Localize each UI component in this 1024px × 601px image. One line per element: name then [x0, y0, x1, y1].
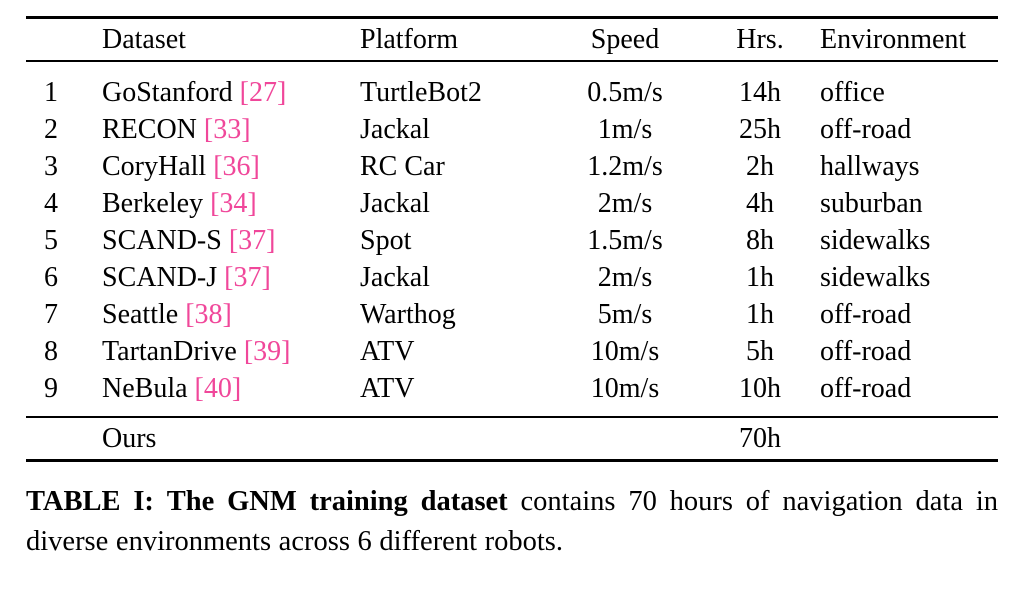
- row-hrs: 10h: [739, 373, 781, 405]
- citation-link[interactable]: [39]: [243, 336, 291, 368]
- row-environment: off-road: [820, 114, 912, 146]
- row-environment: office: [820, 77, 885, 109]
- column-header-platform: Platform: [360, 24, 458, 55]
- row-dataset: [102, 74, 360, 111]
- caption-body: contains 70 hours of navigation data in diverse environments across 6 different robots.: [26, 486, 998, 557]
- column-header-hrs: Hrs.: [736, 24, 784, 55]
- caption-label: TABLE I:: [26, 486, 154, 518]
- table-total-row: [26, 420, 998, 457]
- row-speed: 2m/s: [597, 262, 653, 294]
- table-row: [26, 74, 998, 111]
- citation-link[interactable]: [38]: [185, 299, 232, 331]
- row-environment: hallways: [820, 151, 920, 183]
- row-environment: off-road: [820, 299, 912, 331]
- row-environment: off-road: [820, 373, 912, 405]
- row-platform: ATV: [360, 373, 415, 405]
- row-dataset: [102, 185, 360, 222]
- row-hrs: 1h: [746, 262, 774, 294]
- column-header-speed: Speed: [590, 24, 660, 55]
- row-speed: 0.5m/s: [587, 77, 663, 109]
- row-platform: Jackal: [360, 188, 430, 220]
- dataset-name: CoryHall: [102, 151, 207, 183]
- row-hrs: 4h: [746, 188, 774, 220]
- row-platform: TurtleBot2: [360, 77, 482, 109]
- citation-link[interactable]: [37]: [224, 262, 271, 294]
- row-speed: 2m/s: [597, 188, 653, 220]
- row-speed: 1.2m/s: [587, 151, 663, 183]
- table-row: [26, 333, 998, 370]
- table-header-row: [26, 21, 998, 58]
- dataset-name: NeBula: [102, 373, 188, 405]
- row-platform: RC Car: [360, 151, 445, 183]
- row-dataset: [102, 259, 360, 296]
- table-caption: [26, 482, 998, 561]
- table-bottom-rule: [26, 457, 998, 464]
- row-index: 3: [44, 151, 58, 183]
- column-header-index: [26, 21, 102, 58]
- dataset-name: RECON: [102, 114, 197, 146]
- row-environment: suburban: [820, 188, 923, 220]
- row-platform: Warthog: [360, 299, 456, 331]
- row-hrs: 8h: [746, 225, 774, 257]
- table-row: [26, 111, 998, 148]
- total-row-speed: [550, 420, 700, 457]
- row-dataset: [102, 111, 360, 148]
- citation-link[interactable]: [36]: [213, 151, 260, 183]
- row-index: 2: [44, 114, 58, 146]
- table-row: [26, 222, 998, 259]
- row-hrs: 5h: [746, 336, 774, 368]
- row-index: 9: [44, 373, 58, 405]
- citation-link[interactable]: [40]: [194, 373, 242, 405]
- dataset-name: SCAND-J: [102, 262, 218, 294]
- row-hrs: 14h: [739, 77, 781, 109]
- table-row: [26, 370, 998, 407]
- citation-link[interactable]: [27]: [239, 77, 287, 109]
- row-dataset: [102, 296, 360, 333]
- row-speed: 5m/s: [597, 299, 653, 331]
- table-row: [26, 259, 998, 296]
- row-index: 4: [44, 188, 58, 220]
- row-hrs: 2h: [746, 151, 774, 183]
- row-index: 7: [44, 299, 58, 331]
- row-speed: 1m/s: [597, 114, 653, 146]
- row-hrs: 1h: [746, 299, 774, 331]
- total-row-environment: [820, 420, 998, 457]
- header-spacer: [26, 64, 998, 74]
- table-row: [26, 185, 998, 222]
- row-index: 8: [44, 336, 58, 368]
- row-dataset: [102, 222, 360, 259]
- row-platform: ATV: [360, 336, 415, 368]
- dataset-name: TartanDrive: [102, 336, 237, 368]
- citation-link[interactable]: [37]: [228, 225, 276, 257]
- row-index: 1: [44, 77, 58, 109]
- row-dataset: [102, 370, 360, 407]
- total-row-platform: [360, 420, 550, 457]
- pre-total-spacer: [26, 407, 998, 414]
- total-row-dataset: Ours: [102, 423, 157, 455]
- citation-link[interactable]: [34]: [210, 188, 257, 220]
- row-index: 5: [44, 225, 58, 257]
- row-environment: off-road: [820, 336, 912, 368]
- caption-bold-title: The GNM training dataset: [166, 486, 508, 518]
- citation-link[interactable]: [33]: [203, 114, 251, 146]
- row-speed: 10m/s: [590, 336, 660, 368]
- table-row: [26, 296, 998, 333]
- row-speed: 1.5m/s: [587, 225, 663, 257]
- total-row-index: [26, 420, 102, 457]
- row-dataset: [102, 148, 360, 185]
- row-speed: 10m/s: [590, 373, 660, 405]
- row-platform: Jackal: [360, 262, 430, 294]
- total-row-hrs: 70h: [739, 423, 781, 455]
- column-header-dataset: Dataset: [102, 24, 186, 55]
- row-environment: sidewalks: [820, 225, 931, 257]
- dataset-table: [26, 14, 998, 464]
- row-index: 6: [44, 262, 58, 294]
- row-environment: sidewalks: [820, 262, 931, 294]
- dataset-name: SCAND-S: [102, 225, 222, 257]
- dataset-name: Berkeley: [102, 188, 204, 220]
- table-container: [26, 14, 998, 464]
- row-dataset: [102, 333, 360, 370]
- dataset-name: GoStanford: [102, 77, 233, 109]
- row-hrs: 25h: [739, 114, 781, 146]
- table-row: [26, 148, 998, 185]
- row-platform: Jackal: [360, 114, 430, 146]
- table-top-rule: [26, 14, 998, 21]
- row-platform: Spot: [360, 225, 412, 257]
- dataset-name: Seattle: [102, 299, 179, 331]
- column-header-environment: Environment: [820, 24, 967, 55]
